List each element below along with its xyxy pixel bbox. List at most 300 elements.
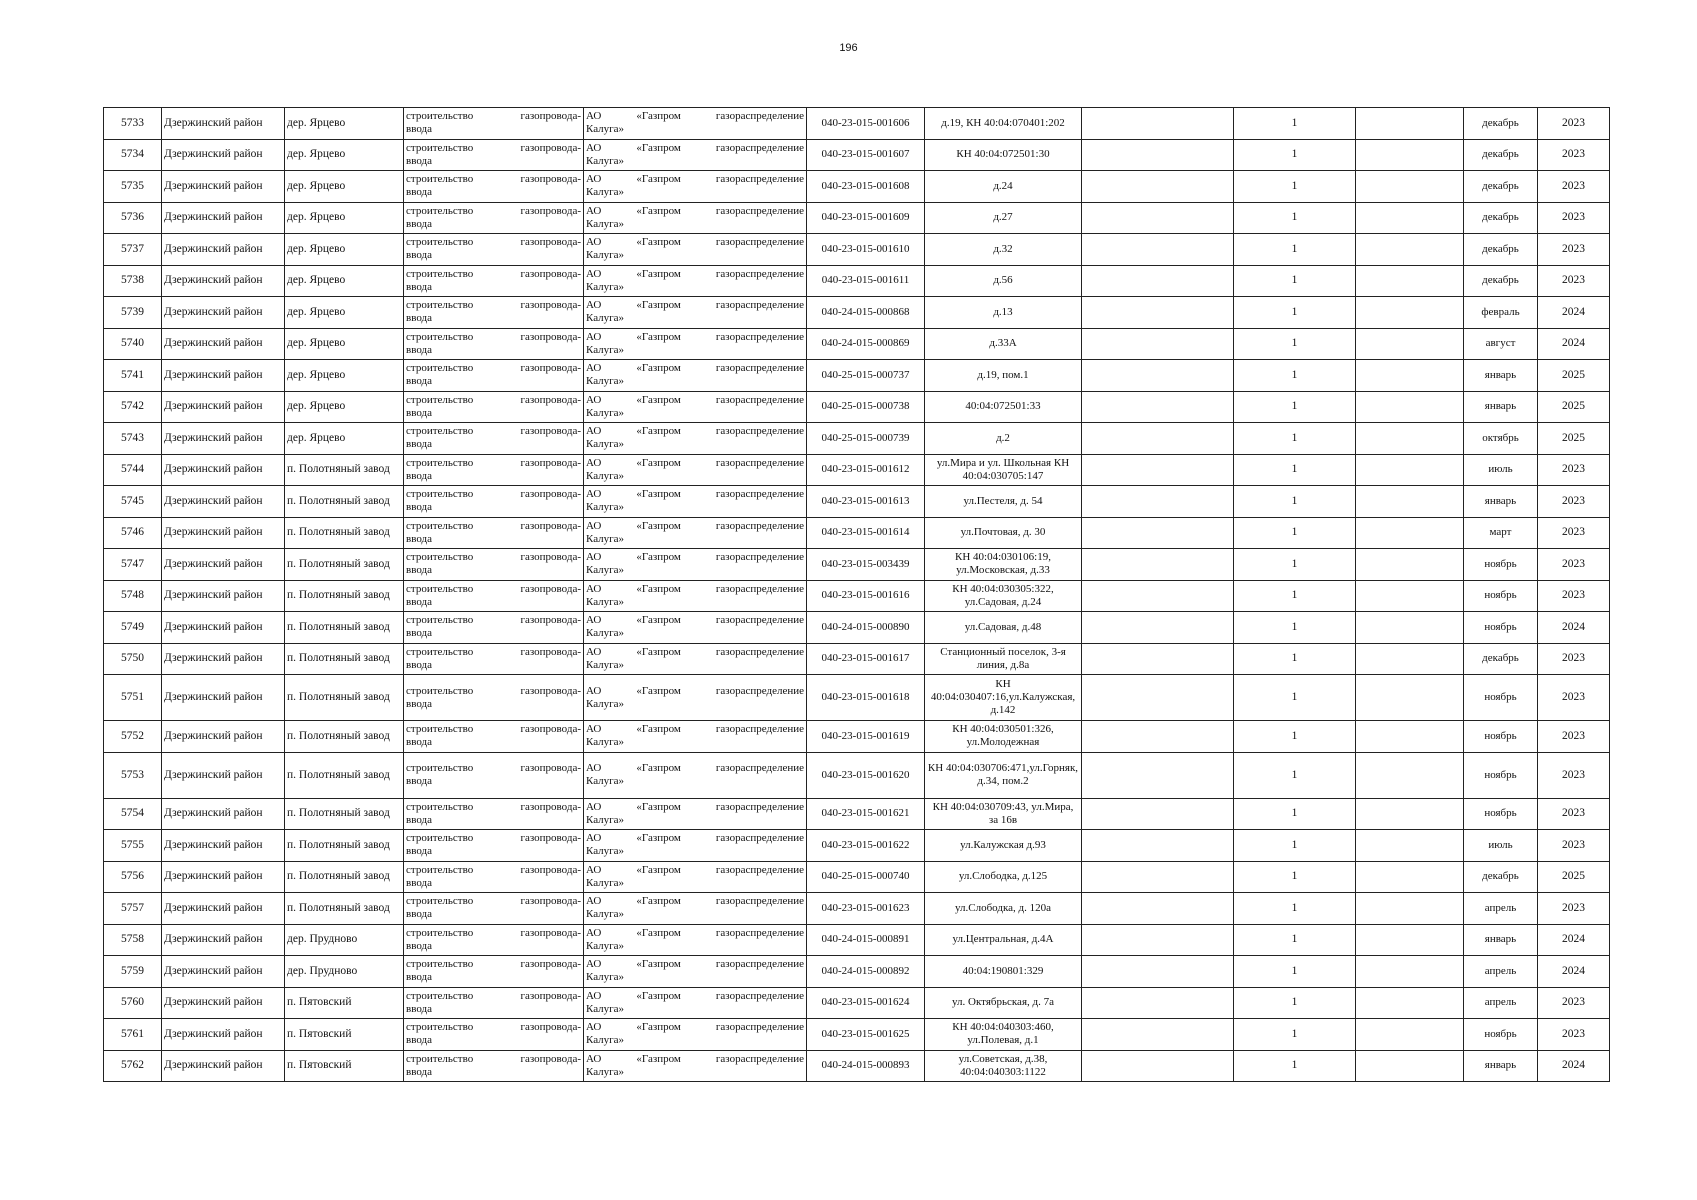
work-type-line: строительство газопровода- (406, 236, 581, 249)
organization-cell (584, 297, 807, 329)
settlement-cell: дер. Прудново (285, 956, 404, 988)
year-cell: 2025 (1538, 360, 1610, 392)
empty-cell (1082, 265, 1234, 297)
organization-cell (584, 549, 807, 581)
organization-line: АО «Газпром газораспределение (586, 762, 804, 774)
row-number-cell: 5736 (104, 202, 162, 234)
empty-cell (1356, 486, 1464, 518)
work-type-cell (404, 830, 584, 862)
organization-line: АО «Газпром газораспределение (586, 614, 804, 627)
organization-line: АО «Газпром газораспределение (586, 519, 804, 532)
work-type-line: строительство газопровода- (406, 110, 581, 123)
empty-cell (1082, 328, 1234, 360)
work-type-line: строительство газопровода- (406, 519, 581, 532)
work-type-cell (404, 139, 584, 171)
region-cell: Дзержинский район (162, 675, 285, 721)
region-cell: Дзержинский район (162, 265, 285, 297)
empty-cell (1082, 297, 1234, 329)
organization-line: АО «Газпром газораспределение (586, 330, 804, 343)
work-type-line: ввода (406, 501, 432, 514)
work-type-cell (404, 798, 584, 830)
row-number-cell: 5760 (104, 987, 162, 1019)
quantity-cell: 1 (1234, 612, 1356, 644)
quantity-cell: 1 (1234, 721, 1356, 753)
application-code-cell: 040-23-015-001618 (807, 675, 925, 721)
row-number-cell: 5751 (104, 675, 162, 721)
settlement-cell: дер. Ярцево (285, 423, 404, 455)
address-cell: КН 40:04:030706:471,ул.Горняк, д.34, пом.2 (925, 752, 1082, 798)
address-cell: д.27 (925, 202, 1082, 234)
month-cell: декабрь (1464, 861, 1538, 893)
address-cell: д.19, КН 40:04:070401:202 (925, 108, 1082, 140)
work-type-line: строительство газопровода- (406, 926, 581, 939)
row-number-cell: 5759 (104, 956, 162, 988)
organization-line: АО «Газпром газораспределение (586, 1021, 804, 1034)
quantity-cell: 1 (1234, 956, 1356, 988)
month-cell: март (1464, 517, 1538, 549)
month-cell: апрель (1464, 987, 1538, 1019)
work-type-line: ввода (406, 564, 432, 577)
month-cell: ноябрь (1464, 798, 1538, 830)
application-code-cell: 040-24-015-000890 (807, 612, 925, 644)
address-cell: 40:04:072501:33 (925, 391, 1082, 423)
work-type-line: ввода (406, 1065, 432, 1078)
work-type-line: строительство газопровода- (406, 299, 581, 312)
work-type-line: ввода (406, 697, 432, 710)
organization-cell (584, 798, 807, 830)
region-cell: Дзержинский район (162, 1050, 285, 1082)
organization-cell (584, 721, 807, 753)
empty-cell (1082, 956, 1234, 988)
organization-line: Калуга» (586, 280, 625, 293)
empty-cell (1356, 360, 1464, 392)
month-cell: октябрь (1464, 423, 1538, 455)
work-type-line: ввода (406, 1034, 432, 1047)
empty-cell (1356, 391, 1464, 423)
organization-line: АО «Газпром газораспределение (586, 684, 804, 697)
month-cell: январь (1464, 391, 1538, 423)
month-cell: ноябрь (1464, 675, 1538, 721)
empty-cell (1356, 752, 1464, 798)
application-code-cell: 040-23-015-001614 (807, 517, 925, 549)
work-type-line: ввода (406, 736, 432, 749)
work-type-line: строительство газопровода- (406, 425, 581, 438)
address-cell: 40:04:190801:329 (925, 956, 1082, 988)
organization-cell (584, 924, 807, 956)
work-type-line: строительство газопровода- (406, 456, 581, 469)
organization-line: АО «Газпром газораспределение (586, 141, 804, 154)
organization-line: АО «Газпром газораспределение (586, 110, 804, 123)
year-cell: 2023 (1538, 202, 1610, 234)
organization-line: Калуга» (586, 312, 625, 325)
year-cell: 2023 (1538, 108, 1610, 140)
empty-cell (1356, 265, 1464, 297)
work-type-cell (404, 360, 584, 392)
empty-cell (1082, 454, 1234, 486)
application-code-cell: 040-24-015-000868 (807, 297, 925, 329)
settlement-cell: дер. Ярцево (285, 391, 404, 423)
year-cell: 2023 (1538, 454, 1610, 486)
work-type-line: ввода (406, 908, 432, 921)
quantity-cell: 1 (1234, 171, 1356, 203)
quantity-cell: 1 (1234, 893, 1356, 925)
row-number-cell: 5746 (104, 517, 162, 549)
quantity-cell: 1 (1234, 643, 1356, 675)
work-type-cell (404, 265, 584, 297)
row-number-cell: 5753 (104, 752, 162, 798)
month-cell: декабрь (1464, 108, 1538, 140)
address-cell: ул.Пестеля, д. 54 (925, 486, 1082, 518)
work-type-line: строительство газопровода- (406, 551, 581, 564)
work-type-line: ввода (406, 154, 432, 167)
work-type-line: строительство газопровода- (406, 645, 581, 658)
empty-cell (1082, 798, 1234, 830)
empty-cell (1356, 517, 1464, 549)
table-row (104, 987, 1610, 1019)
settlement-cell: п. Пятовский (285, 1019, 404, 1051)
empty-cell (1356, 675, 1464, 721)
region-cell: Дзержинский район (162, 297, 285, 329)
year-cell: 2023 (1538, 1019, 1610, 1051)
work-type-line: строительство газопровода- (406, 762, 581, 774)
empty-cell (1356, 924, 1464, 956)
year-cell: 2023 (1538, 830, 1610, 862)
organization-line: Калуга» (586, 939, 625, 952)
quantity-cell: 1 (1234, 924, 1356, 956)
address-cell: д.33А (925, 328, 1082, 360)
application-code-cell: 040-23-015-001621 (807, 798, 925, 830)
row-number-cell: 5750 (104, 643, 162, 675)
organization-cell (584, 360, 807, 392)
organization-line: Калуга» (586, 971, 625, 984)
application-code-cell: 040-23-015-001623 (807, 893, 925, 925)
organization-line: Калуга» (586, 186, 625, 199)
region-cell: Дзержинский район (162, 861, 285, 893)
work-type-line: ввода (406, 813, 432, 826)
row-number-cell: 5762 (104, 1050, 162, 1082)
year-cell: 2024 (1538, 924, 1610, 956)
settlement-cell: п. Полотняный завод (285, 643, 404, 675)
table-row (104, 798, 1610, 830)
region-cell: Дзержинский район (162, 612, 285, 644)
month-cell: январь (1464, 1050, 1538, 1082)
year-cell: 2023 (1538, 798, 1610, 830)
work-type-line: ввода (406, 595, 432, 608)
organization-line: АО «Газпром газораспределение (586, 645, 804, 658)
table-row (104, 1019, 1610, 1051)
application-code-cell: 040-24-015-000893 (807, 1050, 925, 1082)
settlement-cell: дер. Прудново (285, 924, 404, 956)
work-type-line: ввода (406, 312, 432, 325)
organization-cell (584, 328, 807, 360)
address-cell: КН 40:04:030407:16,ул.Калужская, д.142 (925, 675, 1082, 721)
work-type-cell (404, 391, 584, 423)
empty-cell (1082, 171, 1234, 203)
address-cell: д.24 (925, 171, 1082, 203)
organization-line: АО «Газпром газораспределение (586, 723, 804, 736)
address-cell: ул.Садовая, д.48 (925, 612, 1082, 644)
work-type-line: ввода (406, 627, 432, 640)
organization-line: Калуга» (586, 697, 625, 710)
work-type-line: ввода (406, 343, 432, 356)
organization-line: Калуга» (586, 564, 625, 577)
year-cell: 2023 (1538, 752, 1610, 798)
year-cell: 2023 (1538, 234, 1610, 266)
work-type-line: строительство газопровода- (406, 267, 581, 280)
organization-cell (584, 108, 807, 140)
work-type-cell (404, 517, 584, 549)
quantity-cell: 1 (1234, 234, 1356, 266)
work-type-cell (404, 643, 584, 675)
year-cell: 2023 (1538, 893, 1610, 925)
month-cell: январь (1464, 360, 1538, 392)
table-row (104, 391, 1610, 423)
month-cell: июль (1464, 830, 1538, 862)
work-type-cell (404, 234, 584, 266)
empty-cell (1082, 987, 1234, 1019)
organization-line: Калуга» (586, 375, 625, 388)
settlement-cell: п. Полотняный завод (285, 486, 404, 518)
region-cell: Дзержинский район (162, 517, 285, 549)
row-number-cell: 5735 (104, 171, 162, 203)
organization-line: Калуга» (586, 813, 625, 826)
settlement-cell: п. Полотняный завод (285, 549, 404, 581)
year-cell: 2023 (1538, 987, 1610, 1019)
settlement-cell: дер. Ярцево (285, 297, 404, 329)
settlement-cell: п. Полотняный завод (285, 517, 404, 549)
table-row (104, 139, 1610, 171)
work-type-cell (404, 171, 584, 203)
empty-cell (1082, 643, 1234, 675)
work-type-line: строительство газопровода- (406, 582, 581, 595)
work-type-cell (404, 752, 584, 798)
row-number-cell: 5737 (104, 234, 162, 266)
application-code-cell: 040-23-015-001619 (807, 721, 925, 753)
table-row (104, 423, 1610, 455)
organization-cell (584, 391, 807, 423)
empty-cell (1356, 454, 1464, 486)
work-type-cell (404, 454, 584, 486)
settlement-cell: п. Полотняный завод (285, 830, 404, 862)
row-number-cell: 5761 (104, 1019, 162, 1051)
empty-cell (1356, 861, 1464, 893)
work-type-line: ввода (406, 532, 432, 545)
settlement-cell: дер. Ярцево (285, 360, 404, 392)
organization-line: Калуга» (586, 876, 625, 889)
table-row (104, 1050, 1610, 1082)
organization-line: АО «Газпром газораспределение (586, 895, 804, 908)
organization-cell (584, 987, 807, 1019)
application-code-cell: 040-23-015-001617 (807, 643, 925, 675)
quantity-cell: 1 (1234, 861, 1356, 893)
organization-line: АО «Газпром газораспределение (586, 989, 804, 1002)
region-cell: Дзержинский район (162, 752, 285, 798)
quantity-cell: 1 (1234, 830, 1356, 862)
work-type-line: строительство газопровода- (406, 393, 581, 406)
application-code-cell: 040-23-015-001612 (807, 454, 925, 486)
settlement-cell: п. Полотняный завод (285, 454, 404, 486)
year-cell: 2024 (1538, 956, 1610, 988)
row-number-cell: 5740 (104, 328, 162, 360)
organization-cell (584, 202, 807, 234)
quantity-cell: 1 (1234, 202, 1356, 234)
empty-cell (1356, 1050, 1464, 1082)
application-code-cell: 040-24-015-000891 (807, 924, 925, 956)
empty-cell (1356, 202, 1464, 234)
address-cell: ул. Октябрьская, д. 7а (925, 987, 1082, 1019)
address-cell: ул.Слободка, д. 120а (925, 893, 1082, 925)
work-type-line: ввода (406, 123, 432, 136)
quantity-cell: 1 (1234, 265, 1356, 297)
empty-cell (1082, 721, 1234, 753)
organization-line: АО «Газпром газораспределение (586, 800, 804, 813)
quantity-cell: 1 (1234, 423, 1356, 455)
year-cell: 2024 (1538, 612, 1610, 644)
work-type-line: строительство газопровода- (406, 488, 581, 501)
region-cell: Дзержинский район (162, 391, 285, 423)
organization-cell (584, 171, 807, 203)
empty-cell (1082, 202, 1234, 234)
address-cell: Станционный поселок, 3-я линия, д.8а (925, 643, 1082, 675)
organization-line: Калуга» (586, 908, 625, 921)
address-cell: ул.Центральная, д.4А (925, 924, 1082, 956)
region-cell: Дзержинский район (162, 798, 285, 830)
region-cell: Дзержинский район (162, 956, 285, 988)
empty-cell (1356, 830, 1464, 862)
address-cell: ул.Советская, д.38, 40:04:040303:1122 (925, 1050, 1082, 1082)
work-type-line: строительство газопровода- (406, 330, 581, 343)
year-cell: 2023 (1538, 265, 1610, 297)
organization-cell (584, 861, 807, 893)
application-code-cell: 040-25-015-000740 (807, 861, 925, 893)
page-number: 196 (839, 42, 858, 54)
table-row (104, 549, 1610, 581)
month-cell: декабрь (1464, 171, 1538, 203)
settlement-cell: п. Полотняный завод (285, 861, 404, 893)
empty-cell (1356, 798, 1464, 830)
row-number-cell: 5749 (104, 612, 162, 644)
address-cell: д.56 (925, 265, 1082, 297)
table-row (104, 830, 1610, 862)
quantity-cell: 1 (1234, 549, 1356, 581)
quantity-cell: 1 (1234, 798, 1356, 830)
row-number-cell: 5744 (104, 454, 162, 486)
organization-line: АО «Газпром газораспределение (586, 236, 804, 249)
year-cell: 2024 (1538, 328, 1610, 360)
row-number-cell: 5734 (104, 139, 162, 171)
empty-cell (1082, 234, 1234, 266)
organization-line: Калуга» (586, 627, 625, 640)
quantity-cell: 1 (1234, 987, 1356, 1019)
year-cell: 2025 (1538, 423, 1610, 455)
address-cell: КН 40:04:030709:43, ул.Мира, за 16в (925, 798, 1082, 830)
address-cell: КН 40:04:030305:322, ул.Садовая, д.24 (925, 580, 1082, 612)
organization-line: Калуга» (586, 406, 625, 419)
organization-line: АО «Газпром газораспределение (586, 204, 804, 217)
organization-line: АО «Газпром газораспределение (586, 926, 804, 939)
work-type-line: ввода (406, 280, 432, 293)
work-type-cell (404, 861, 584, 893)
settlement-cell: п. Полотняный завод (285, 721, 404, 753)
organization-line: Калуга» (586, 736, 625, 749)
month-cell: апрель (1464, 893, 1538, 925)
settlement-cell: п. Полотняный завод (285, 798, 404, 830)
settlement-cell: дер. Ярцево (285, 171, 404, 203)
year-cell: 2023 (1538, 643, 1610, 675)
empty-cell (1082, 1019, 1234, 1051)
organization-cell (584, 612, 807, 644)
application-code-cell: 040-25-015-000738 (807, 391, 925, 423)
work-type-line: строительство газопровода- (406, 895, 581, 908)
row-number-cell: 5748 (104, 580, 162, 612)
empty-cell (1082, 486, 1234, 518)
organization-cell (584, 486, 807, 518)
region-cell: Дзержинский район (162, 234, 285, 266)
empty-cell (1356, 328, 1464, 360)
organization-cell (584, 265, 807, 297)
address-cell: ул.Почтовая, д. 30 (925, 517, 1082, 549)
work-type-cell (404, 721, 584, 753)
address-cell: д.13 (925, 297, 1082, 329)
work-type-cell (404, 328, 584, 360)
table-row (104, 643, 1610, 675)
month-cell: февраль (1464, 297, 1538, 329)
empty-cell (1356, 956, 1464, 988)
work-type-cell (404, 202, 584, 234)
organization-line: Калуга» (586, 501, 625, 514)
address-cell: КН 40:04:030501:326, ул.Молодежная (925, 721, 1082, 753)
table-row (104, 360, 1610, 392)
work-type-line: ввода (406, 845, 432, 858)
application-code-cell: 040-25-015-000739 (807, 423, 925, 455)
year-cell: 2024 (1538, 297, 1610, 329)
year-cell: 2023 (1538, 171, 1610, 203)
work-type-line: строительство газопровода- (406, 1052, 581, 1065)
year-cell: 2023 (1538, 675, 1610, 721)
work-type-line: строительство газопровода- (406, 832, 581, 845)
table-row (104, 752, 1610, 798)
empty-cell (1082, 612, 1234, 644)
organization-line: Калуга» (586, 1002, 625, 1015)
work-type-cell (404, 987, 584, 1019)
application-code-cell: 040-23-015-001606 (807, 108, 925, 140)
organization-cell (584, 675, 807, 721)
work-type-line: строительство газопровода- (406, 362, 581, 375)
organization-line: Калуга» (586, 123, 625, 136)
application-code-cell: 040-23-015-001609 (807, 202, 925, 234)
settlement-cell: дер. Ярцево (285, 108, 404, 140)
settlement-cell: дер. Ярцево (285, 234, 404, 266)
table-row (104, 675, 1610, 721)
settlement-cell: дер. Ярцево (285, 265, 404, 297)
empty-cell (1356, 297, 1464, 329)
region-cell: Дзержинский район (162, 328, 285, 360)
organization-line: Калуга» (586, 154, 625, 167)
empty-cell (1356, 171, 1464, 203)
application-code-cell: 040-23-015-001613 (807, 486, 925, 518)
region-cell: Дзержинский район (162, 454, 285, 486)
address-cell: ул.Мира и ул. Школьная КН 40:04:030705:147 (925, 454, 1082, 486)
application-code-cell: 040-23-015-001624 (807, 987, 925, 1019)
empty-cell (1356, 987, 1464, 1019)
work-type-line: строительство газопровода- (406, 614, 581, 627)
quantity-cell: 1 (1234, 297, 1356, 329)
gasification-register-table (103, 107, 1610, 1082)
application-code-cell: 040-23-015-001620 (807, 752, 925, 798)
organization-line: Калуга» (586, 595, 625, 608)
empty-cell (1082, 861, 1234, 893)
work-type-line: строительство газопровода- (406, 1021, 581, 1034)
